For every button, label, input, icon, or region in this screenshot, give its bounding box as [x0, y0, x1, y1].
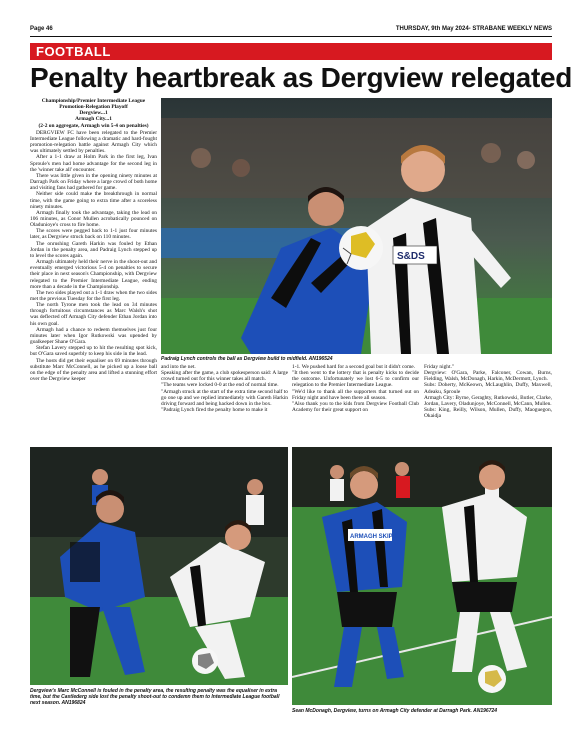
page-number: Page 46 — [30, 26, 53, 32]
bottom-right-photo — [292, 447, 552, 705]
paragraph: "Padraig Lynch fired the penalty home to make it — [161, 407, 268, 414]
match-lead — [30, 98, 157, 129]
sponsor-shirt-text: ARMAGH SKIPS — [350, 534, 397, 540]
paragraph: Speaking after the game, a club spokesperson said: A large crowd turned out for this winner takes all match. — [161, 370, 288, 383]
paragraph: The hosts did get their equaliser on 69 minutes through substitute Marc McConnell, as he picked up a loose ball on the edge of the penalty area and lifted a stunning effort over the Dergview keeper — [30, 357, 157, 383]
header-rule — [30, 36, 552, 37]
paragraph: Subs: Doherty, McKeown, McLaughlin, Duffy, Maxwell, Adeaku, Sproule — [424, 382, 552, 395]
paragraph: "It then went to the lottery that is penalty kicks to decide the outcome. Unfortunately we lost 6-5 to confirm our relegation to the Premier Intermediate League. — [292, 370, 419, 389]
bottom-right-caption: Sean McDonagh, Dergview, turns on Armagh City defender at Darragh Park. AN196724 — [292, 708, 498, 714]
article-column-1 — [30, 98, 157, 441]
paragraph: Subs: King, Reilly, Wilson, Mullen, Duffy, Maoguegon, Okaidja — [424, 407, 552, 420]
lead-line: (2-2 on aggregate, Armagh win 5-4 on penalties) — [38, 122, 149, 129]
lead-line: Championship/Premier Intermediate League — [41, 98, 146, 104]
lead-line: Armagh City...1 — [75, 116, 112, 123]
paragraph: After a 1-1 draw at Holm Park in the first leg, Ivan Sproule's men had home advantage for the second leg in the 'winner take all' encounter. — [30, 154, 157, 173]
paragraph: "We'd like to thank all the supporters that turned out on Friday night and have been there all season. — [292, 388, 419, 401]
paragraph: The north Tyrone men took the lead on 34 minutes through fortuitous circumstances as Marc Walsh's shot was deflected off Armagh City defender Ethan Jordan into his own goal. — [30, 302, 157, 327]
section-bar — [30, 43, 552, 60]
paragraph: "The teams were locked 0-0 at the end of normal time. — [161, 382, 279, 389]
paragraph: Dergview: O'Gara, Parke, Falconer, Cowan, Burns, Fielding, Walsh, McDonagh, Harkin, McDermott, Lynch. — [424, 370, 552, 383]
paragraph: Armagh ultimately held their nerve in the shoot-out and eventually emerged victorious 5-4 on penalties to secure their place in next season's Championship, with Dergview relegated to the Premier Intermediate League, ending more than a decade in the Championship. — [30, 259, 157, 290]
paragraph: "Armagh struck at the start of the extra time second half to go one up and we replied immediately with Gareth Harkin driving forward and being hacked down in the box. — [161, 388, 288, 407]
bottom-left-photo — [30, 447, 288, 685]
paragraph: The two sides played out a 1-1 draw when the two sides met the previous Tuesday for the first leg. — [30, 289, 157, 302]
date-line: THURSDAY, 9th May 2024- STRABANE WEEKLY NEWS — [395, 26, 552, 32]
paragraph: Stefan Lavery stepped up to hit the resulting spot kick, but O'Gara saved superbly to keep his side in the lead. — [30, 345, 157, 358]
paragraph: Neither side could make the breakthrough in normal time, with the game going to extra time after a scoreless ninety minutes. — [30, 191, 157, 210]
article-column-4 — [424, 364, 552, 442]
paragraph: Armagh City: Byrne, Geraghty, Rutkowski, Butler, Clarke, Jordan, Lavery, Oladunjoye, McConnell, McCann, Mullen. — [424, 394, 552, 407]
paragraph: Friday night." — [424, 364, 455, 370]
paragraph: The onrushing Gareth Harkin was fouled by Ethan Jordan in the penalty area, and Padraig Lynch stepped up to level the scores again. — [30, 240, 157, 259]
main-photo-caption: Padraig Lynch controls the ball as Dergview build to midfield. AN196524 — [161, 356, 333, 362]
article-column-2 — [161, 364, 288, 442]
paragraph: The scores were pegged back to 1-1 just four minutes later, as Dergview struck back on 110 minutes. — [30, 228, 157, 241]
lead-line: Promotion-Relegation Playoff — [59, 104, 128, 111]
headline: Penalty heartbreak as Dergview relegated — [30, 62, 573, 93]
section-label: FOOTBALL — [36, 44, 111, 59]
article-column-3 — [292, 364, 419, 442]
paragraph: Armagh finally took the advantage, taking the lead on 106 minutes, as Conor Mullen acrobatically pounced on Oladunioye's cross to fire home. — [30, 209, 157, 229]
paragraph: There was little given in the opening ninety minutes at Darragh Park on Friday where a large crowd of both home and visiting fans had gathered for game. — [30, 172, 157, 192]
sponsor-board-text: S&DS — [397, 251, 425, 262]
main-photo — [161, 98, 552, 354]
paragraph: 1-1. We pushed hard for a second goal but it didn't come. — [292, 364, 416, 370]
paragraph: Armagh had a chance to redeem themselves just four minutes later when Igor Rutkowski was upended by goalkeeper Shane O'Gara. — [30, 326, 157, 346]
lead-line: Dergview...1 — [79, 110, 108, 117]
paragraph: "Also thank you to the kids from Dergview Football Club Academy for their great support on — [292, 400, 419, 414]
paragraph: DERGVIEW FC have been relegated to the Premier Intermediate League following a dramatic and hard-fought promotion-relegation battle against Armagh City which was ultimately settled by penalties. — [30, 129, 157, 155]
bottom-left-caption: Dergview's Marc McConnell is fouled in the penalty area, the resulting penalty was the equaliser in extra time, but the Castlederg side lost the penalty shoot-out to condemn them to Intermediate League football next season. AN196824 — [30, 688, 280, 706]
paragraph: and into the net. — [161, 364, 196, 370]
